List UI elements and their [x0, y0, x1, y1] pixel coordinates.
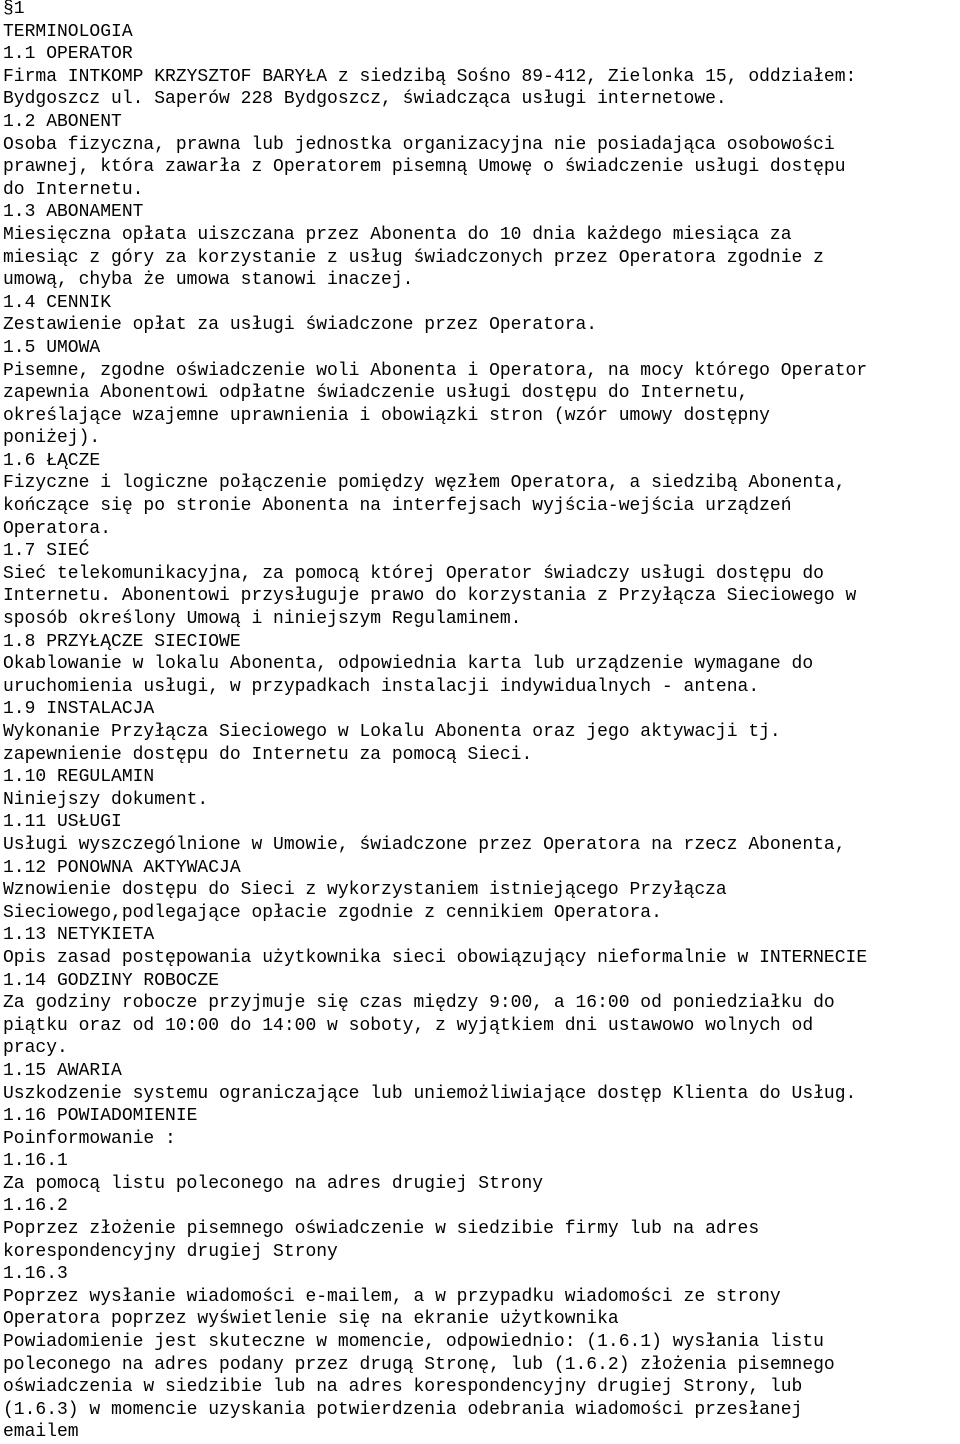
text-line: Osoba fizyczna, prawna lub jednostka organizacyjna nie posiadająca osobowości [3, 134, 835, 155]
text-line: emailem [3, 1422, 79, 1443]
text-line: Miesięczna opłata uiszczana przez Abonenta do 10 dnia każdego miesiąca za [3, 224, 792, 245]
section-heading: 1.11 USŁUGI [3, 812, 122, 833]
text-line: Firma INTKOMP KRZYSZTOF BARYŁA z siedzibą Sośno 89-412, Zielonka 15, oddziałem: [3, 66, 857, 87]
section-heading: 1.16.1 [3, 1151, 68, 1172]
section-heading: 1.13 NETYKIETA [3, 925, 155, 946]
section-heading: §1 [3, 0, 25, 19]
section-heading: 1.16 POWIADOMIENIE [3, 1106, 198, 1127]
section-heading: 1.7 SIEĆ [3, 541, 90, 562]
section-heading: 1.6 ŁĄCZE [3, 450, 101, 471]
section-heading: 1.15 AWARIA [3, 1060, 122, 1081]
text-line: Zestawienie opłat za usługi świadczone przez Operatora. [3, 315, 598, 336]
text-line: Poprzez wysłanie wiadomości e-mailem, a w przypadku wiadomości ze strony [3, 1286, 781, 1307]
document-body [3, 0, 960, 1444]
text-line: Wznowienie dostępu do Sieci z wykorzystaniem istniejącego Przyłącza [3, 880, 727, 901]
text-line: (1.6.3) w momencie uzyskania potwierdzenia odebrania wiadomości przesłanej [3, 1399, 803, 1420]
section-heading: 1.3 ABONAMENT [3, 202, 144, 223]
section-heading: 1.4 CENNIK [3, 292, 112, 313]
text-line: Poprzez złożenie pisemnego oświadczenie w siedzibie firmy lub na adres [3, 1219, 760, 1240]
section-heading: 1.9 INSTALACJA [3, 699, 155, 720]
text-line: Za pomocą listu poleconego na adres drugiej Strony [3, 1173, 544, 1194]
text-line: Uszkodzenie systemu ograniczające lub uniemożliwiające dostęp Klienta do Usług. [3, 1083, 857, 1104]
text-line: prawnej, która zawarła z Operatorem pisemną Umowę o świadczenie usługi dostępu [3, 157, 846, 178]
text-line: Poinformowanie : [3, 1128, 176, 1149]
section-heading: 1.16.2 [3, 1196, 68, 1217]
text-line: Bydgoszcz ul. Saperów 228 Bydgoszcz, świadcząca usługi internetowe. [3, 89, 727, 110]
text-line: do Internetu. [3, 179, 144, 200]
section-heading: 1.16.3 [3, 1264, 68, 1285]
section-heading: 1.1 OPERATOR [3, 44, 133, 65]
section-heading: 1.8 PRZYŁĄCZE SIECIOWE [3, 631, 241, 652]
text-line: miesiąc z góry za korzystanie z usług świadczonych przez Operatora zgodnie z [3, 247, 824, 268]
text-line: Internetu. Abonentowi przysługuje prawo do korzystania z Przyłącza Sieciowego w [3, 586, 857, 607]
text-line: Za godziny robocze przyjmuje się czas między 9:00, a 16:00 od poniedziałku do [3, 993, 835, 1014]
text-line: zapewnia Abonentowi odpłatne świadczenie usługi dostępu do Internetu, [3, 383, 749, 404]
text-line: kończące się po stronie Abonenta na interfejsach wyjścia-wejścia urządzeń [3, 496, 792, 517]
text-line: pracy. [3, 1038, 68, 1059]
text-line: Operatora poprzez wyświetlenie się na ekranie użytkownika [3, 1309, 619, 1330]
text-line: Operatora. [3, 518, 112, 539]
section-heading: 1.5 UMOWA [3, 337, 101, 358]
text-line: zapewnienie dostępu do Internetu za pomocą Sieci. [3, 744, 533, 765]
text-line: korespondencyjny drugiej Strony [3, 1241, 338, 1262]
text-line: uruchomienia usługi, w przypadkach instalacji indywidualnych - antena. [3, 676, 760, 697]
text-line: Powiadomienie jest skuteczne w momencie, odpowiednio: (1.6.1) wysłania listu [3, 1332, 824, 1353]
text-line: Okablowanie w lokalu Abonenta, odpowiednia karta lub urządzenie wymagane do [3, 654, 814, 675]
text-line: Sieciowego,podlegające opłacie zgodnie z cennikiem Operatora. [3, 902, 662, 923]
section-heading: 1.12 PONOWNA AKTYWACJA [3, 857, 241, 878]
section-heading: 1.10 REGULAMIN [3, 767, 155, 788]
text-line: sposób określony Umową i niniejszym Regulaminem. [3, 609, 522, 630]
text-line: piątku oraz od 10:00 do 14:00 w soboty, z wyjątkiem dni ustawowo wolnych od [3, 1015, 814, 1036]
text-line: oświadczenia w siedzibie lub na adres korespondencyjny drugiej Strony, lub [3, 1377, 803, 1398]
text-line: poleconego na adres podany przez drugą Stronę, lub (1.6.2) złożenia pisemnego [3, 1354, 835, 1375]
text-line: określające wzajemne uprawnienia i obowiązki stron (wzór umowy dostępny [3, 405, 770, 426]
section-heading: 1.2 ABONENT [3, 111, 122, 132]
text-line: Wykonanie Przyłącza Sieciowego w Lokalu Abonenta oraz jego aktywacji tj. [3, 722, 781, 742]
text-line: Sieć telekomunikacyjna, za pomocą której Operator świadczy usługi dostępu do [3, 563, 824, 584]
text-line: Fizyczne i logiczne połączenie pomiędzy węzłem Operatora, a siedzibą Abonenta, [3, 473, 846, 494]
text-line: Pisemne, zgodne oświadczenie woli Abonenta i Operatora, na mocy którego Operator [3, 360, 868, 381]
text-line: Usługi wyszczególnione w Umowie, świadczone przez Operatora na rzecz Abonenta, [3, 834, 846, 855]
section-heading: 1.14 GODZINY ROBOCZE [3, 970, 220, 991]
text-line: umową, chyba że umowa stanowi inaczej. [3, 270, 414, 291]
text-line: poniżej). [3, 428, 101, 449]
text-line: Niniejszy dokument. [3, 789, 209, 810]
text-line: Opis zasad postępowania użytkownika sieci obowiązujący nieformalnie w INTERNECIE [3, 947, 868, 968]
section-heading: TERMINOLOGIA [3, 21, 133, 42]
